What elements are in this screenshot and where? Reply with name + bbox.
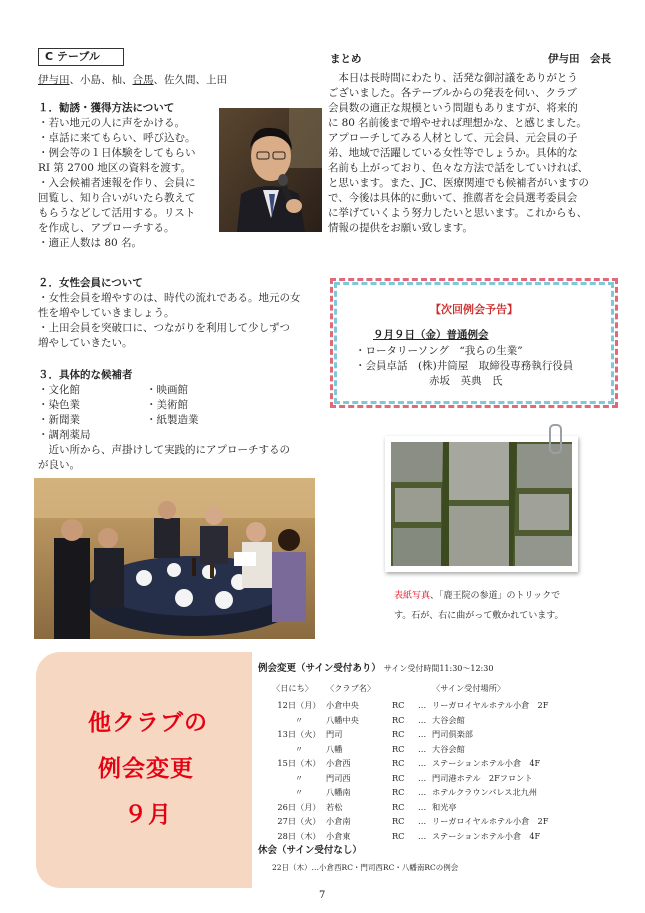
schedule-row: [272, 698, 548, 713]
summary-line: 本日は長時間にわたり、活発な御討議をありがとう: [328, 72, 578, 84]
schedule-row: [272, 800, 548, 815]
next-meeting-date: ９月９日（金）普通例会: [373, 329, 489, 341]
women-line: ・女性会員を増やすのは、時代の流れである。地元の女: [38, 292, 301, 304]
schedule-place: リーガロイヤルホテル小倉 2F: [432, 816, 549, 826]
section-candidates: [38, 368, 133, 383]
next-meeting-speaker: 赤坂 英典 氏: [429, 375, 503, 387]
schedule-place: 門司倶楽部: [432, 729, 473, 739]
schedule-club: 八幡中央: [326, 714, 359, 725]
schedule-rc: RC: [392, 816, 405, 826]
schedule-club: 小倉西: [326, 758, 351, 768]
next-meeting-speech: ・会員卓話 (株)井筒屋 取締役専務執行役員: [355, 360, 574, 372]
candidate-item: ・新聞業: [38, 414, 80, 426]
summary-line: に 80 名前後まで増やせれば理想かな、と感じました。: [328, 117, 587, 129]
summary-heading: まとめ: [330, 53, 362, 65]
table-c-heading: C テーブル: [38, 48, 124, 66]
schedule-sep: …: [418, 700, 427, 710]
summary-line: アプローチしてみる人材として、元会員、元会員の子: [328, 132, 578, 144]
schedule-place: 門司港ホテル 2Fフロント: [432, 772, 533, 783]
summary-line: に挙げていくよう努力したいと思います。これからも、: [328, 207, 588, 219]
schedule-club: 八幡: [326, 743, 343, 754]
schedule-rc: RC: [392, 772, 405, 783]
col-place-header: 〈サイン受付場所〉: [432, 683, 506, 693]
changes-heading: 例会変更（サイン受付あり）: [258, 663, 381, 674]
schedule-row: [272, 727, 548, 742]
next-meeting-notice: [330, 278, 618, 408]
page-number: 7: [319, 890, 326, 901]
candidate-item: ・紙製造業: [146, 414, 199, 426]
schedule-date: 26日（月）: [277, 801, 321, 812]
schedule-table: [272, 681, 505, 696]
summary-body: [328, 71, 589, 236]
schedule-rc: RC: [392, 714, 405, 725]
schedule-place: 和光亭: [432, 801, 457, 812]
schedule-sep: …: [418, 772, 427, 783]
cover-caption: [394, 586, 564, 626]
schedule-sep: …: [418, 816, 427, 826]
schedule-row: [272, 785, 548, 800]
schedule-club: 小倉東: [326, 830, 351, 841]
col-date-header: 〈日にち〉: [272, 683, 313, 693]
discussion-photo-illustration: [34, 478, 315, 639]
schedule-rows: [272, 698, 548, 843]
schedule-place: ホテルクラウンパレス北九州: [432, 787, 538, 797]
women-line: 性を増やしていきましょう。: [38, 307, 175, 319]
schedule-rc: RC: [392, 700, 405, 710]
schedule-grid: [272, 681, 505, 696]
summary-line: 情報の提供をお願い致します。: [328, 222, 473, 234]
schedule-rc: RC: [392, 787, 405, 797]
schedule-row: [272, 713, 548, 728]
schedule-sep: …: [418, 714, 427, 725]
women-line: ・上田会員を突破口に、つながりを利用して少しずつ: [38, 322, 290, 334]
member-list-2: 、佐久間、上田: [153, 74, 227, 86]
schedule-sep: …: [418, 787, 427, 797]
recruitment-line: ・入会候補者速報を作り、会員に: [38, 177, 196, 189]
section-recruitment: [38, 101, 196, 251]
next-meeting-title: 【次回例会予告】: [430, 303, 518, 316]
candidate-item: ・調剤薬局: [38, 429, 91, 441]
schedule-row: [272, 771, 548, 786]
candidates-right-list: [146, 383, 199, 428]
schedule-date: 12日（月）: [277, 700, 321, 710]
changes-heading-row: [258, 660, 493, 674]
schedule-sep: …: [418, 758, 427, 768]
recruitment-line: ・例会等の１日体験をしてもらい: [38, 147, 196, 159]
schedule-place: ステーションホテル小倉 4F: [432, 830, 541, 841]
schedule-date: 〃: [294, 743, 304, 754]
schedule-rc: RC: [392, 801, 405, 812]
section-candidates-title: ３．具体的な候補者: [38, 369, 133, 381]
table-members: [38, 72, 227, 87]
schedule-place: 大谷会館: [432, 743, 465, 754]
women-line: 増やしていきたい。: [38, 337, 133, 349]
schedule-date: 28日（木）: [277, 830, 321, 841]
closing-line: 近い所から、声掛けして実践的にアプローチするの: [38, 444, 290, 456]
candidate-item: ・文化館: [38, 384, 80, 396]
cover-caption-label: 表紙写真: [394, 591, 431, 601]
schedule-date: 27日（火）: [277, 816, 321, 826]
section-women: [38, 276, 301, 351]
summary-author: 伊与田 会長: [548, 53, 611, 65]
next-meeting-song: ・ロータリーソング “我らの生業”: [355, 345, 523, 357]
schedule-sep: …: [418, 801, 427, 812]
recruitment-line: ・卓話に来てもらい、呼び込む。: [38, 132, 196, 144]
cover-caption-text: 、「鹿王院の参道」のトリックで: [430, 591, 561, 601]
summary-line: 会員数の適正な規模という問題もありますが、将来的: [328, 102, 578, 114]
schedule-place: リーガロイヤルホテル小倉 2F: [432, 700, 549, 710]
other-clubs-title-3: ９月: [124, 802, 172, 828]
recruitment-line: ・適正人数は 80 名。: [38, 237, 143, 249]
recruitment-line: RI 第 2700 地区の資料を渡す。: [38, 162, 191, 174]
summary-line: 名前も上がっており、色々な方法で話をしていければ、: [328, 162, 588, 174]
schedule-date: 15日（木）: [277, 758, 321, 768]
schedule-club: 小倉南: [326, 816, 351, 826]
schedule-date: 13日（火）: [277, 729, 321, 739]
closed-line: 22日（木）…小倉西RC・門司西RC・八幡南RCの例会: [272, 863, 459, 872]
schedule-date: 〃: [294, 787, 304, 797]
schedule-rc: RC: [392, 758, 405, 768]
cover-photo-frame: [385, 436, 578, 572]
member-list-1: 、小島、杣、: [69, 74, 133, 86]
candidate-item: ・染色業: [38, 399, 80, 411]
paperclip-icon: [549, 424, 562, 454]
closed-heading: 休会（サイン受付なし）: [258, 845, 362, 856]
schedule-sep: …: [418, 743, 427, 754]
recruitment-line: 回覧し、知り合いがいたら教えて: [38, 192, 196, 204]
schedule-club: 門司: [326, 729, 343, 739]
summary-line: ございました。各テーブルからの発表を伺い、クラブ: [328, 87, 577, 99]
discussion-photo: [34, 478, 315, 639]
schedule-rc: RC: [392, 830, 405, 841]
section-women-title: ２．女性会員について: [38, 277, 143, 289]
schedule-place: 大谷会館: [432, 714, 465, 725]
summary-line: で、今後は具体的に動いて、推薦者を会員選考委員会: [328, 192, 578, 204]
recruitment-line: もらうなどして活用する。リスト: [38, 207, 196, 219]
schedule-row: [272, 829, 548, 844]
schedule-body: [272, 698, 548, 843]
cover-photo-stones: [391, 442, 572, 566]
col-club-header: 〈クラブ名〉: [326, 683, 376, 693]
summary-line: 弟、地域で活躍している女性等でしょうか。具体的な: [328, 147, 578, 159]
schedule-rc: RC: [392, 743, 405, 754]
other-clubs-title-1: 他クラブの: [88, 710, 208, 736]
schedule-date: 〃: [294, 714, 304, 725]
schedule-sep: …: [418, 830, 427, 841]
speaker-photo: [219, 108, 322, 232]
candidates-closing: [38, 443, 290, 473]
candidate-item: ・美術館: [146, 399, 188, 411]
recruitment-line: ・若い地元の人に声をかける。: [38, 117, 185, 129]
schedule-header-row: [272, 681, 505, 696]
schedule-club: 門司西: [326, 772, 351, 783]
cover-caption-line2: す。石が、右に曲がって敷かれています。: [394, 611, 564, 621]
schedule-row: [272, 756, 548, 771]
schedule-club: 小倉中央: [326, 700, 359, 710]
schedule-place: ステーションホテル小倉 4F: [432, 758, 541, 768]
schedule-club: 八幡南: [326, 787, 351, 797]
schedule-row: [272, 742, 548, 757]
schedule-rc: RC: [392, 729, 405, 739]
schedule-sep: …: [418, 729, 427, 739]
other-clubs-title-2: 例会変更: [98, 756, 194, 782]
member-ouma: 合馬: [132, 74, 154, 86]
recruitment-line: を作成し、アプローチする。: [38, 222, 175, 234]
schedule-club: 若松: [326, 801, 343, 812]
speaker-photo-illustration: [219, 108, 322, 232]
section-recruitment-title: １．勧誘・獲得方法について: [38, 102, 175, 114]
schedule-row: [272, 814, 548, 829]
closing-line: が良い。: [38, 459, 80, 471]
summary-line: と思います。また、JC、医療関連でも候補者がいますの: [328, 177, 589, 189]
changes-time: サイン受付時間11:30～12:30: [383, 664, 494, 673]
candidates-left-list: [38, 383, 91, 443]
member-iyoda: 伊与田: [38, 74, 70, 86]
candidate-item: ・映画館: [146, 384, 188, 396]
schedule-date: 〃: [294, 772, 304, 783]
